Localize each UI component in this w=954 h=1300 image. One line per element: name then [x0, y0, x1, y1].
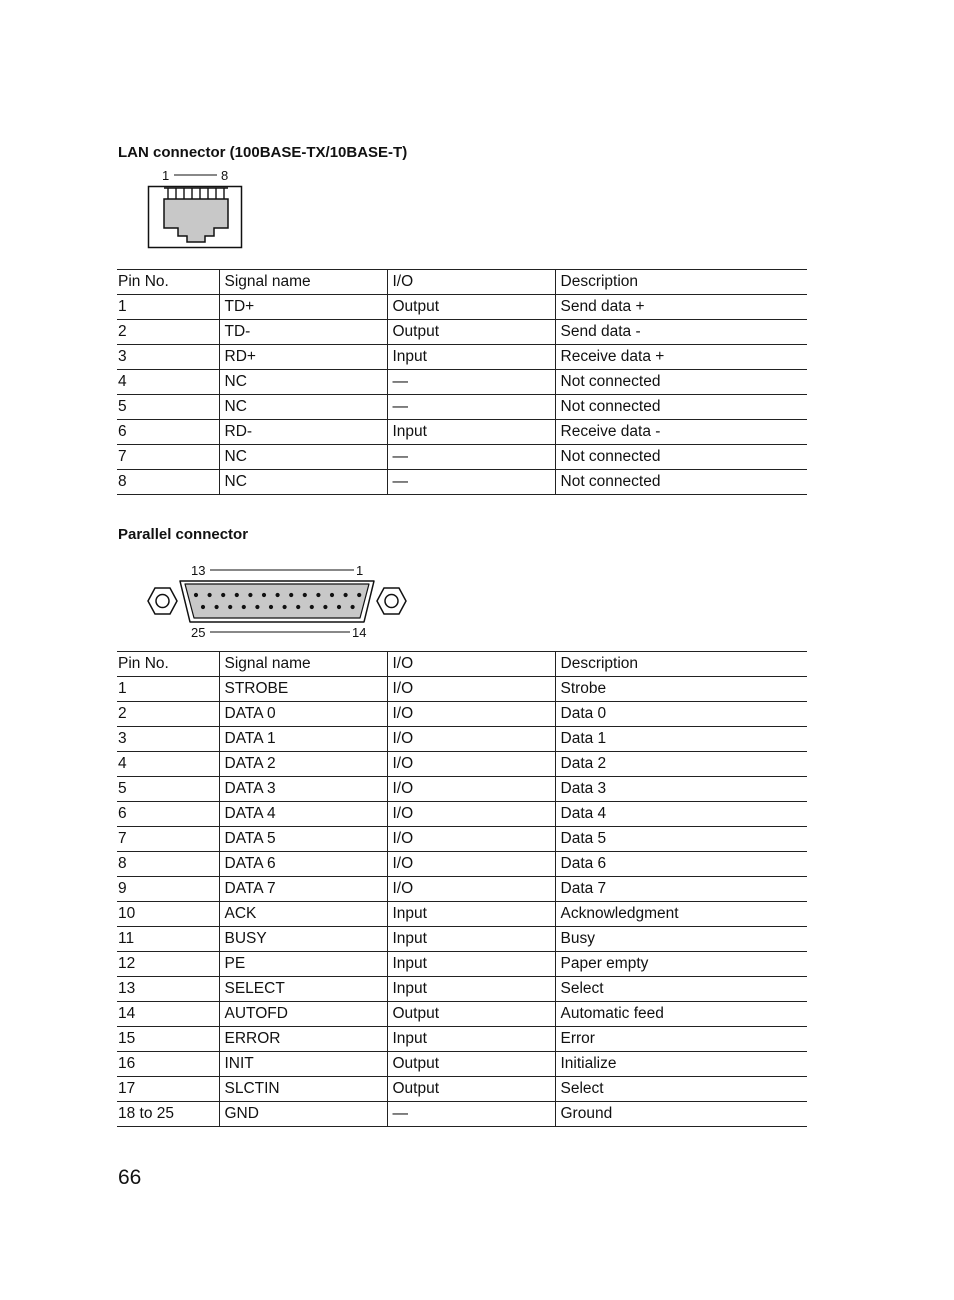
parallel-pin-table: [117, 651, 807, 1127]
parallel-cell-pin-no: 9: [117, 877, 219, 902]
parallel-cell-signal-name: PE: [219, 952, 387, 977]
table-row: [117, 1052, 807, 1077]
db25-pin: [323, 605, 327, 609]
parallel-cell-signal-name: DATA 2: [219, 752, 387, 777]
parallel-cell-signal-name: SLCTIN: [219, 1077, 387, 1102]
lan-cell-description: Send data +: [555, 295, 807, 320]
parallel-cell-pin-no: 16: [117, 1052, 219, 1077]
parallel-cell-description: Data 3: [555, 777, 807, 802]
table-row: [117, 952, 807, 977]
parallel-header-description: Description: [555, 652, 807, 677]
parallel-cell-io: I/O: [387, 827, 555, 852]
lan-cell-signal-name: RD-: [219, 420, 387, 445]
parallel-cell-pin-no: 10: [117, 902, 219, 927]
table-row: [117, 877, 807, 902]
db25-pin: [310, 605, 314, 609]
lan-cell-description: Receive data -: [555, 420, 807, 445]
parallel-cell-description: Data 4: [555, 802, 807, 827]
table-row: [117, 470, 807, 495]
parallel-pin-13-label: 13: [191, 563, 206, 578]
table-row: [117, 977, 807, 1002]
lan-cell-description: Not connected: [555, 445, 807, 470]
parallel-cell-pin-no: 7: [117, 827, 219, 852]
db25-pin: [344, 593, 348, 597]
parallel-cell-signal-name: DATA 4: [219, 802, 387, 827]
parallel-cell-signal-name: DATA 6: [219, 852, 387, 877]
page-number: 66: [118, 1166, 142, 1189]
parallel-cell-pin-no: 11: [117, 927, 219, 952]
lan-cell-pin-no: 4: [117, 370, 219, 395]
parallel-cell-description: Acknowledgment: [555, 902, 807, 927]
lan-cell-pin-no: 3: [117, 345, 219, 370]
parallel-cell-signal-name: DATA 7: [219, 877, 387, 902]
parallel-cell-pin-no: 2: [117, 702, 219, 727]
db25-connector-diagram: [140, 560, 420, 646]
parallel-cell-io: I/O: [387, 777, 555, 802]
db25-pin: [201, 605, 205, 609]
table-row: [117, 802, 807, 827]
lan-header-pin-no: Pin No.: [117, 270, 219, 295]
lan-header-io: I/O: [387, 270, 555, 295]
table-row: [117, 345, 807, 370]
table-row: [117, 852, 807, 877]
parallel-cell-description: Automatic feed: [555, 1002, 807, 1027]
table-row: [117, 445, 807, 470]
parallel-cell-description: Initialize: [555, 1052, 807, 1077]
parallel-cell-pin-no: 12: [117, 952, 219, 977]
db25-pin: [208, 593, 212, 597]
lan-cell-signal-name: RD+: [219, 345, 387, 370]
db25-pin: [351, 605, 355, 609]
parallel-cell-io: I/O: [387, 702, 555, 727]
parallel-cell-io: I/O: [387, 877, 555, 902]
lan-cell-pin-no: 1: [117, 295, 219, 320]
parallel-cell-description: Ground: [555, 1102, 807, 1127]
lan-cell-io: —: [387, 370, 555, 395]
parallel-cell-io: Input: [387, 1027, 555, 1052]
lan-connector-title: LAN connector (100BASE-TX/10BASE-T): [118, 144, 408, 161]
db25-pin: [228, 605, 232, 609]
db25-pin: [357, 593, 361, 597]
db25-pin: [283, 605, 287, 609]
db25-pin: [235, 593, 239, 597]
parallel-cell-signal-name: INIT: [219, 1052, 387, 1077]
lan-cell-io: Output: [387, 295, 555, 320]
parallel-cell-io: I/O: [387, 752, 555, 777]
db25-pin: [316, 593, 320, 597]
parallel-cell-signal-name: GND: [219, 1102, 387, 1127]
db25-pin: [215, 605, 219, 609]
parallel-cell-pin-no: 1: [117, 677, 219, 702]
db25-pin: [262, 593, 266, 597]
lan-cell-io: —: [387, 470, 555, 495]
parallel-cell-description: Select: [555, 1077, 807, 1102]
parallel-cell-pin-no: 13: [117, 977, 219, 1002]
parallel-cell-pin-no: 6: [117, 802, 219, 827]
lan-header-signal-name: Signal name: [219, 270, 387, 295]
parallel-cell-io: Input: [387, 952, 555, 977]
lan-cell-pin-no: 6: [117, 420, 219, 445]
db25-pin: [303, 593, 307, 597]
db25-pin: [330, 593, 334, 597]
lan-pin-first-label: 1: [162, 168, 170, 183]
lan-cell-pin-no: 7: [117, 445, 219, 470]
lan-cell-description: Not connected: [555, 470, 807, 495]
table-row: [117, 370, 807, 395]
table-row: [117, 752, 807, 777]
parallel-cell-pin-no: 4: [117, 752, 219, 777]
parallel-cell-signal-name: BUSY: [219, 927, 387, 952]
parallel-cell-signal-name: DATA 5: [219, 827, 387, 852]
parallel-cell-io: Input: [387, 927, 555, 952]
table-row: [117, 420, 807, 445]
lan-cell-description: Receive data +: [555, 345, 807, 370]
table-row: [117, 677, 807, 702]
db25-pin: [221, 593, 225, 597]
parallel-cell-description: Data 2: [555, 752, 807, 777]
parallel-cell-pin-no: 8: [117, 852, 219, 877]
table-row: [117, 1077, 807, 1102]
parallel-cell-description: Busy: [555, 927, 807, 952]
lan-cell-io: Input: [387, 345, 555, 370]
lan-cell-signal-name: TD-: [219, 320, 387, 345]
parallel-cell-signal-name: ERROR: [219, 1027, 387, 1052]
lan-header-description: Description: [555, 270, 807, 295]
parallel-cell-io: Output: [387, 1052, 555, 1077]
db25-pin: [269, 605, 273, 609]
parallel-cell-pin-no: 15: [117, 1027, 219, 1052]
lan-cell-signal-name: NC: [219, 395, 387, 420]
parallel-cell-signal-name: SELECT: [219, 977, 387, 1002]
table-row: [117, 727, 807, 752]
table-row: [117, 1002, 807, 1027]
parallel-cell-pin-no: 3: [117, 727, 219, 752]
parallel-cell-pin-no: 14: [117, 1002, 219, 1027]
parallel-cell-description: Data 7: [555, 877, 807, 902]
table-row: [117, 702, 807, 727]
db25-pin: [289, 593, 293, 597]
lan-cell-signal-name: NC: [219, 470, 387, 495]
parallel-cell-io: —: [387, 1102, 555, 1127]
parallel-cell-signal-name: AUTOFD: [219, 1002, 387, 1027]
parallel-header-io: I/O: [387, 652, 555, 677]
table-row: [117, 1102, 807, 1127]
parallel-cell-signal-name: DATA 1: [219, 727, 387, 752]
parallel-cell-description: Data 5: [555, 827, 807, 852]
lan-cell-signal-name: NC: [219, 370, 387, 395]
lan-cell-description: Send data -: [555, 320, 807, 345]
parallel-cell-pin-no: 18 to 25: [117, 1102, 219, 1127]
db25-pin: [255, 605, 259, 609]
parallel-pin-25-label: 25: [191, 625, 206, 640]
parallel-connector-title: Parallel connector: [118, 526, 249, 543]
lan-cell-description: Not connected: [555, 370, 807, 395]
parallel-cell-description: Strobe: [555, 677, 807, 702]
parallel-cell-description: Data 6: [555, 852, 807, 877]
table-row: [117, 320, 807, 345]
lan-pin-last-label: 8: [221, 168, 229, 183]
parallel-cell-pin-no: 17: [117, 1077, 219, 1102]
lan-cell-signal-name: TD+: [219, 295, 387, 320]
parallel-pin-1-label: 1: [356, 563, 364, 578]
lan-cell-io: —: [387, 445, 555, 470]
parallel-cell-description: Paper empty: [555, 952, 807, 977]
parallel-cell-io: I/O: [387, 802, 555, 827]
db25-pin: [242, 605, 246, 609]
lan-header-row: [117, 270, 807, 295]
lan-pin-table: [117, 269, 807, 495]
parallel-cell-pin-no: 5: [117, 777, 219, 802]
parallel-cell-io: Input: [387, 902, 555, 927]
db25-pin: [248, 593, 252, 597]
table-row: [117, 902, 807, 927]
table-row: [117, 295, 807, 320]
table-row: [117, 927, 807, 952]
lan-cell-description: Not connected: [555, 395, 807, 420]
lan-cell-io: —: [387, 395, 555, 420]
parallel-header-pin-no: Pin No.: [117, 652, 219, 677]
parallel-header-row: [117, 652, 807, 677]
parallel-cell-description: Data 0: [555, 702, 807, 727]
parallel-cell-signal-name: DATA 3: [219, 777, 387, 802]
parallel-cell-description: Select: [555, 977, 807, 1002]
db25-pin: [194, 593, 198, 597]
table-row: [117, 395, 807, 420]
db25-pin: [337, 605, 341, 609]
lan-cell-signal-name: NC: [219, 445, 387, 470]
lan-cell-io: Output: [387, 320, 555, 345]
parallel-cell-io: Output: [387, 1002, 555, 1027]
parallel-cell-io: Input: [387, 977, 555, 1002]
parallel-cell-io: Output: [387, 1077, 555, 1102]
lan-cell-pin-no: 5: [117, 395, 219, 420]
lan-cell-io: Input: [387, 420, 555, 445]
rj45-connector-diagram: [140, 166, 250, 254]
lan-cell-pin-no: 8: [117, 470, 219, 495]
parallel-pin-14-label: 14: [352, 625, 367, 640]
table-row: [117, 827, 807, 852]
lan-cell-pin-no: 2: [117, 320, 219, 345]
parallel-cell-signal-name: ACK: [219, 902, 387, 927]
parallel-cell-description: Data 1: [555, 727, 807, 752]
parallel-cell-io: I/O: [387, 852, 555, 877]
parallel-cell-io: I/O: [387, 727, 555, 752]
table-row: [117, 777, 807, 802]
parallel-cell-signal-name: DATA 0: [219, 702, 387, 727]
db25-pin: [296, 605, 300, 609]
db25-pin: [276, 593, 280, 597]
parallel-cell-io: I/O: [387, 677, 555, 702]
parallel-header-signal-name: Signal name: [219, 652, 387, 677]
parallel-cell-description: Error: [555, 1027, 807, 1052]
table-row: [117, 1027, 807, 1052]
parallel-cell-signal-name: STROBE: [219, 677, 387, 702]
